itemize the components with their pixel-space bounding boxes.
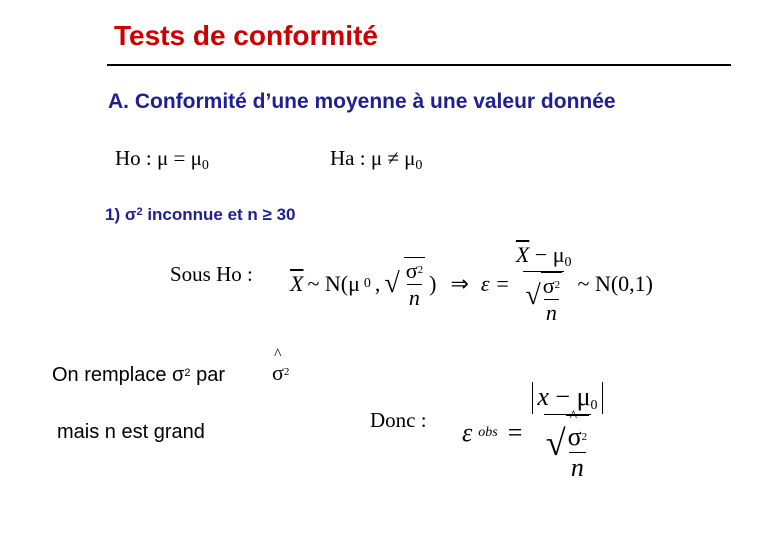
- sigma-frac: [404, 257, 425, 311]
- num-sub: 0: [564, 255, 572, 270]
- n-lower: n: [570, 453, 584, 482]
- case-sup: 2: [136, 206, 143, 218]
- num-rest: − μ: [529, 242, 565, 267]
- case-pre: 1) σ: [105, 205, 137, 224]
- mu-sub: 0: [590, 398, 598, 413]
- equals: =: [507, 417, 523, 447]
- x-lower: x: [537, 382, 549, 411]
- test-statistic-formula: [462, 382, 603, 483]
- case-heading: [105, 205, 296, 225]
- sqrt-sign: √: [384, 268, 400, 299]
- dist-sub: 0: [363, 276, 371, 291]
- sigma-sup: 2: [417, 264, 424, 276]
- standardized-frac: $\overline{X} - \mu_0$ √ $\frac{\sigma^2}{n}$: [515, 242, 572, 325]
- sigma-hat: ^ σ: [272, 360, 284, 386]
- eps-obs-sub: obs: [478, 424, 498, 440]
- replace-post: par: [190, 364, 225, 386]
- close-paren: ): [429, 271, 437, 296]
- den-n: n: [545, 300, 557, 325]
- slide-title: Tests de conformité: [114, 20, 378, 51]
- den-sigma-sup: 2: [554, 279, 561, 291]
- sigma: σ: [405, 258, 418, 283]
- sous-ho-label: Sous Ho :: [170, 262, 253, 286]
- sigma-hat-squared: [272, 360, 289, 386]
- n-den: n: [408, 285, 420, 310]
- h0-text: Ho : μ = μ: [115, 146, 202, 170]
- epsilon: ε =: [480, 271, 510, 296]
- implies-symbol: ⇒: [450, 271, 469, 296]
- test-frac: $x - \mu_0$ √ ^ $\frac{\sigma^2}{n}$: [532, 382, 602, 483]
- dist-text: ~ N(μ: [307, 271, 360, 296]
- den-sigma: σ: [542, 273, 555, 298]
- sigma-hat-sup: 2: [283, 366, 290, 378]
- replace-pre: On remplace σ: [52, 364, 185, 386]
- comma: ,: [374, 271, 381, 296]
- xbar: $\overline{X}$: [290, 271, 304, 296]
- distribution-formula: [290, 242, 653, 326]
- num-xbar: $\overline{X}$: [515, 242, 530, 267]
- section-heading: A. Conformité d’une moyenne à une valeur donnée: [108, 90, 616, 113]
- h0-subscript: 0: [201, 158, 209, 173]
- ha-subscript: 0: [415, 158, 423, 173]
- replace-sup: 2: [184, 367, 191, 379]
- title-underline: [107, 64, 731, 66]
- null-hypothesis: [115, 146, 209, 174]
- hat-sigma: ^ σ: [568, 422, 582, 452]
- case-post: inconnue et n ≥ 30: [142, 205, 296, 224]
- eps-obs: ε: [462, 417, 473, 447]
- minus-mu: − μ: [548, 382, 591, 411]
- replace-text: [52, 364, 225, 387]
- n01-text: ~ N(0,1): [577, 271, 653, 296]
- mais-text: mais n est grand: [57, 421, 205, 443]
- donc-label: Donc :: [370, 408, 427, 432]
- ha-text: Ha : μ ≠ μ: [330, 146, 416, 170]
- alternative-hypothesis: [330, 146, 422, 174]
- hat-sigma-sup: 2: [581, 431, 588, 443]
